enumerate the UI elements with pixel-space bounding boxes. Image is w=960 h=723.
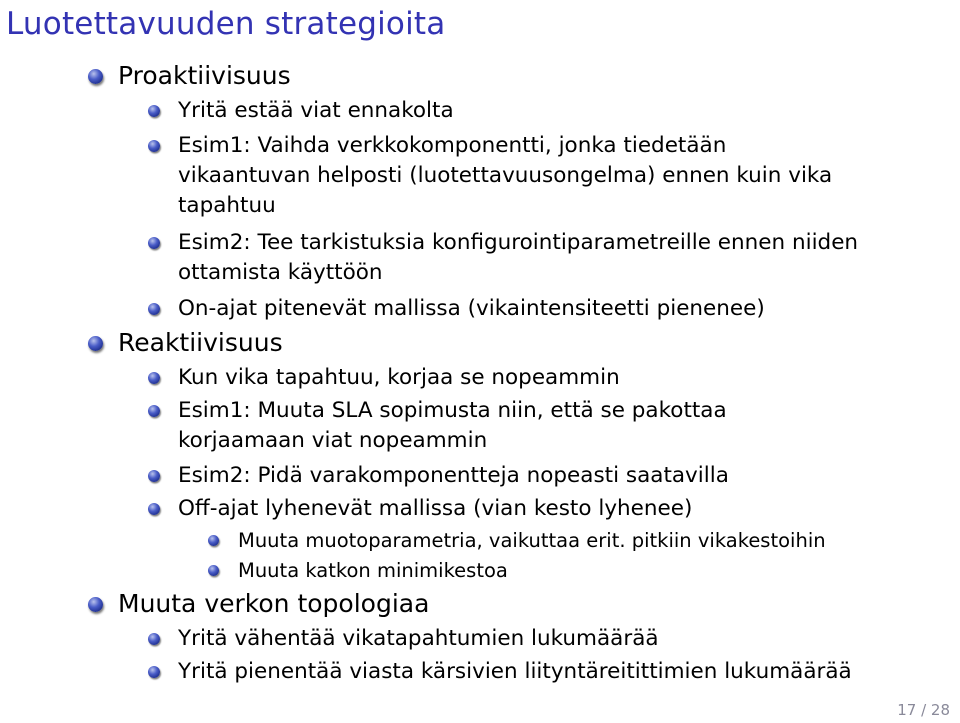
bullet-icon — [88, 336, 103, 351]
section-reaktiivisuus — [88, 327, 283, 359]
item-text: Yritä pienentää viasta kärsivien liityntäreitittimien lukumäärää — [178, 659, 852, 684]
bullet-icon — [148, 633, 160, 645]
bullet-icon — [208, 565, 219, 576]
section-proaktiivisuus — [88, 60, 291, 92]
sub-list-item — [208, 527, 826, 555]
bullet-icon — [88, 597, 103, 612]
bullet-icon — [148, 105, 160, 117]
list-item — [148, 228, 858, 288]
sub-list-item — [208, 557, 508, 585]
slide-title: Luotettavuuden strategioita — [6, 6, 446, 42]
bullet-icon — [88, 69, 103, 84]
item-text-continued: vikaantuvan helposti (luotettavuusongelma) ennen kuin vika — [178, 163, 833, 188]
bullet-icon — [148, 372, 160, 384]
bullet-icon — [148, 303, 160, 315]
bullet-icon — [148, 237, 160, 249]
item-text: Esim1: Muuta SLA sopimusta niin, että se pakottaa — [178, 398, 727, 423]
page-number: 17 / 28 — [897, 701, 950, 719]
section-label: Proaktiivisuus — [118, 61, 291, 90]
list-item — [148, 624, 659, 654]
list-item — [148, 494, 692, 524]
list-item — [148, 461, 729, 491]
item-text: Esim2: Pidä varakomponentteja nopeasti saatavilla — [178, 463, 729, 488]
item-text: Yritä vähentää vikatapahtumien lukumäärää — [178, 626, 659, 651]
bullet-icon — [148, 666, 160, 678]
bullet-icon — [148, 503, 160, 515]
item-text: Kun vika tapahtuu, korjaa se nopeammin — [178, 365, 620, 390]
section-label: Reaktiivisuus — [118, 328, 283, 357]
list-item — [148, 96, 454, 126]
bullet-icon — [148, 405, 160, 417]
list-item — [148, 657, 852, 687]
item-text-continued: tapahtuu — [178, 193, 276, 218]
list-item — [148, 396, 727, 456]
item-text: Esim2: Tee tarkistuksia konfigurointiparametreille ennen niiden — [178, 230, 859, 255]
list-item — [148, 131, 832, 221]
list-item — [148, 294, 765, 324]
section-topologia — [88, 588, 429, 620]
item-text: On-ajat pitenevät mallissa (vikaintensiteetti pienenee) — [178, 296, 765, 321]
item-text-continued: korjaamaan viat nopeammin — [178, 428, 488, 453]
item-text: Off-ajat lyhenevät mallissa (vian kesto lyhenee) — [178, 496, 693, 521]
sub-item-text: Muuta katkon minimikestoa — [238, 559, 508, 582]
item-text: Esim1: Vaihda verkkokomponentti, jonka tiedetään — [178, 133, 727, 158]
sub-item-text: Muuta muotoparametria, vaikuttaa erit. pitkiin vikakestoihin — [238, 529, 826, 552]
list-item — [148, 363, 620, 393]
item-text: Yritä estää viat ennakolta — [178, 98, 454, 123]
bullet-icon — [148, 470, 160, 482]
item-text-continued: ottamista käyttöön — [178, 260, 383, 285]
section-label: Muuta verkon topologiaa — [118, 589, 430, 618]
bullet-icon — [208, 535, 219, 546]
bullet-icon — [148, 140, 160, 152]
